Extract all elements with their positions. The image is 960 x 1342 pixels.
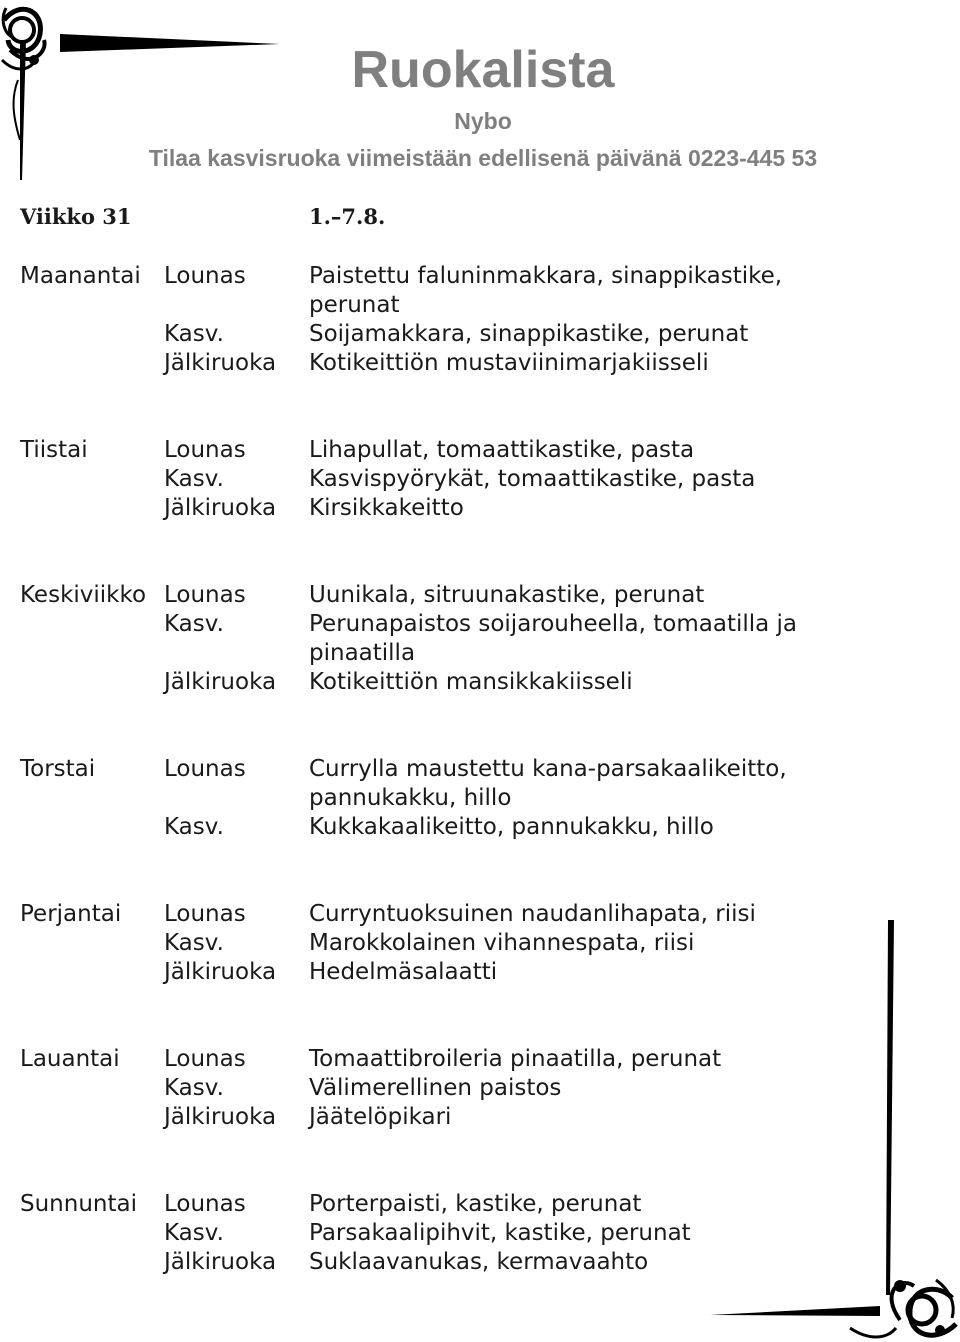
dish: Paistettu faluninmakkara, sinappikastike, perunat: [309, 263, 783, 318]
dish: Porterpaisti, kastike, perunat: [309, 1191, 642, 1217]
meal-type: Lounas: [164, 1191, 246, 1217]
menu-row: [20, 1103, 940, 1132]
menu-row: [20, 813, 940, 842]
day-sunnuntai: [20, 1190, 940, 1277]
menu-row: [20, 1219, 940, 1248]
week-label: Viikko 31: [20, 204, 132, 229]
menu-row: [20, 494, 940, 523]
dish: Kotikeittiön mustaviinimarjakiisseli: [309, 350, 709, 376]
dish: Currylla maustettu kana-parsakaalikeitto, pannukakku, hillo: [309, 756, 787, 811]
day-keskiviikko: [20, 581, 940, 697]
menu-row: [20, 668, 940, 697]
day-name: Perjantai: [20, 901, 122, 927]
day-tiistai: [20, 436, 940, 523]
dish: Kirsikkakeitto: [309, 495, 464, 521]
menu-row: [20, 262, 940, 320]
meal-type: Jälkiruoka: [164, 1104, 277, 1130]
meal-type: Jälkiruoka: [164, 669, 277, 695]
dish: Uunikala, sitruunakastike, perunat: [309, 582, 705, 608]
dish: Parsakaalipihvit, kastike, perunat: [309, 1220, 691, 1246]
menu-row: [20, 610, 940, 668]
dish: Jäätelöpikari: [309, 1104, 452, 1130]
meal-type: Jälkiruoka: [164, 1249, 277, 1275]
dish: Kasvispyörykät, tomaattikastike, pasta: [309, 466, 756, 492]
day-name: Sunnuntai: [20, 1191, 137, 1217]
meal-type: Kasv.: [164, 466, 224, 492]
week-dates: 1.–7.8.: [309, 204, 386, 229]
dish: Curryntuoksuinen naudanlihapata, riisi: [309, 901, 756, 927]
menu-row: [20, 465, 940, 494]
menu-row: [20, 929, 940, 958]
menu-row: [20, 1045, 940, 1074]
menu-row: [20, 1190, 940, 1219]
meal-type: Jälkiruoka: [164, 959, 277, 985]
meal-type: Lounas: [164, 1046, 246, 1072]
meal-type: Lounas: [164, 437, 246, 463]
meal-type: Kasv.: [164, 611, 224, 637]
dish: Kukkakaalikeitto, pannukakku, hillo: [309, 814, 714, 840]
menu-row: [20, 349, 940, 378]
dish: Perunapaistos soijarouheella, tomaatilla ja pinaatilla: [309, 611, 798, 666]
menu-row: [20, 320, 940, 349]
menu-row: [20, 958, 940, 987]
dish: Marokkolainen vihannespata, riisi: [309, 930, 695, 956]
meal-type: Kasv.: [164, 321, 224, 347]
day-name: Torstai: [20, 756, 96, 782]
day-name: Tiistai: [20, 437, 88, 463]
dish: Hedelmäsalaatti: [309, 959, 498, 985]
menu-row: [20, 581, 940, 610]
dish: Välimerellinen paistos: [309, 1075, 562, 1101]
meal-type: Lounas: [164, 756, 246, 782]
location-name: Nybo: [454, 108, 512, 134]
meal-type: Lounas: [164, 263, 246, 289]
dish: Suklaavanukas, kermavaahto: [309, 1249, 649, 1275]
page-title: Ruokalista: [351, 41, 615, 99]
day-maanantai: [20, 262, 940, 378]
dish: Lihapullat, tomaattikastike, pasta: [309, 437, 695, 463]
meal-type: Lounas: [164, 582, 246, 608]
meal-type: Jälkiruoka: [164, 495, 277, 521]
day-perjantai: [20, 900, 940, 987]
dish: Tomaattibroileria pinaatilla, perunat: [309, 1046, 722, 1072]
meal-type: Kasv.: [164, 1220, 224, 1246]
menu-row: [20, 900, 940, 929]
meal-type: Kasv.: [164, 1075, 224, 1101]
day-name: Lauantai: [20, 1046, 120, 1072]
meal-type: Lounas: [164, 901, 246, 927]
menu-row: [20, 1074, 940, 1103]
menu-row: [20, 755, 940, 813]
meal-type: Kasv.: [164, 814, 224, 840]
meal-type: Jälkiruoka: [164, 350, 277, 376]
order-note: Tilaa kasvisruoka viimeistään edellisenä päivänä 0223-445 53: [148, 145, 818, 171]
meal-type: Kasv.: [164, 930, 224, 956]
day-torstai: [20, 755, 940, 842]
menu-row: [20, 1248, 940, 1277]
day-name: Maanantai: [20, 263, 141, 289]
day-lauantai: [20, 1045, 940, 1132]
dish: Kotikeittiön mansikkakiisseli: [309, 669, 633, 695]
menu-row: [20, 436, 940, 465]
menu-days: [20, 262, 940, 1335]
day-name: Keskiviikko: [20, 582, 147, 608]
dish: Soijamakkara, sinappikastike, perunat: [309, 321, 749, 347]
